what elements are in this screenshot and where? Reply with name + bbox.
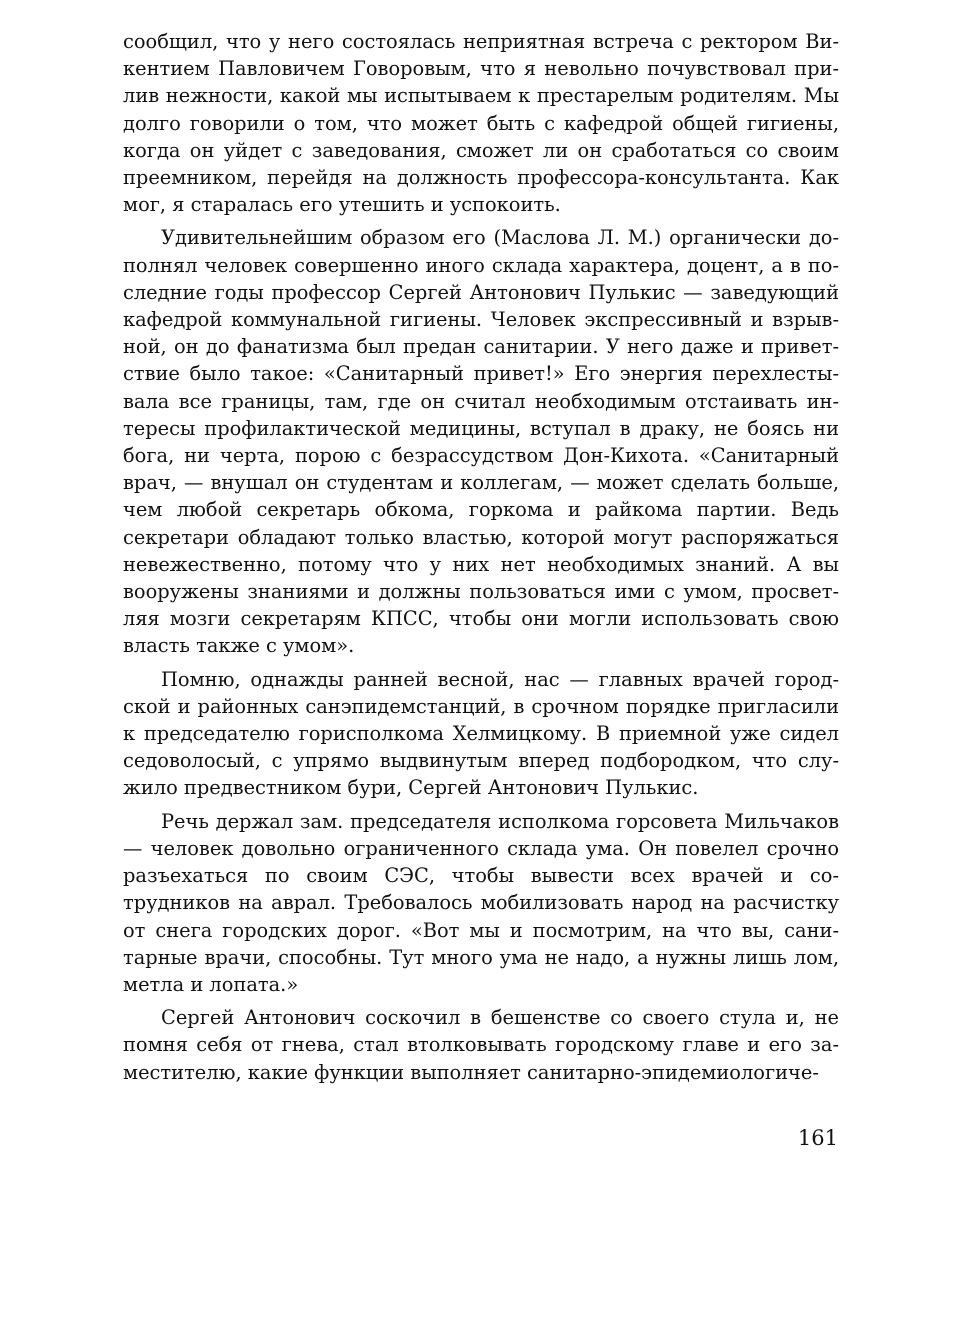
paragraph-reaction: Сергей Антонович соскочил в бешенстве со своего стула и, не помня себя от гнева, стал втолковывать городскому главе и его заместителю, какие функции выполняет санитарно-эпидемиологиче- — [123, 1006, 839, 1084]
paragraph-speech: Речь держал зам. председателя исполкома горсовета Мильчаков — человек довольно ограниченного склада ума. Он повелел срочно разъехаться по своим СЭС, чтобы вывести всех врачей и сотрудников на аврал. Требовалось мобилизовать народ на расчистку от снега городских дорог. «Вот мы и посмотрим, на что вы, санитарные врачи, способны. Тут много ума не надо, а нужны лишь лом, метла и лопата.» — [123, 809, 839, 996]
paragraph-meeting: Помню, однажды ранней весной, нас — главных врачей городской и районных санэпидемстанций, в срочном порядке пригласили к председателю горисполкома Хелмицкому. В приемной уже сидел седоволосый, с упрямо выдвинутым вперед подбородком, что служило предвестником бури, Сергей Антонович Пулькис. — [123, 667, 839, 800]
paragraph-continuation: сообщил, что у него состоялась неприятная встреча с ректором Викентием Павловичем Говоровым, что я невольно почувствовал прилив нежности, какой мы испытываем к престарелым родителям. Мы долго говорили о том, что может быть с кафедрой общей гигиены, когда он уйдет с заведования, сможет ли он сработаться со своим преемником, перейдя на должность профессора-консультанта. Как мог, я старалась его утешить и успокоить. — [123, 30, 839, 217]
paragraph-pulkis: Удивительнейшим образом его (Маслова Л. М.) органически дополнял человек совершенно иного склада характера, доцент, а в последние годы профессор Сергей Антонович Пулькис — заведующий кафедрой коммунальной гигиены. Человек экспрессивный и взрывной, он до фанатизма был предан санитарии. У него даже и приветствие было такое: «Санитарный привет!» Его энергия перехлестывала все границы, там, где он считал необходимым отстаивать интересы профилактической медицины, вступал в драку, не боясь ни бога, ни черта, порою с безрассудством Дон-Кихота. «Санитарный врач, — внушал он студентам и коллегам, — может сделать больше, чем любой секретарь обкома, горкома и райкома партии. Ведь секретари обладают только властью, которой могут распоряжаться невежественно, потому что у них нет необходимых знаний. А вы вооружены знаниями и должны пользоваться ими с умом, просветляя мозги секретарям КПСС, чтобы они могли использовать свою власть также с умом». — [123, 226, 839, 658]
body-text — [123, 28, 839, 1086]
page-number: 161 — [797, 1126, 838, 1150]
